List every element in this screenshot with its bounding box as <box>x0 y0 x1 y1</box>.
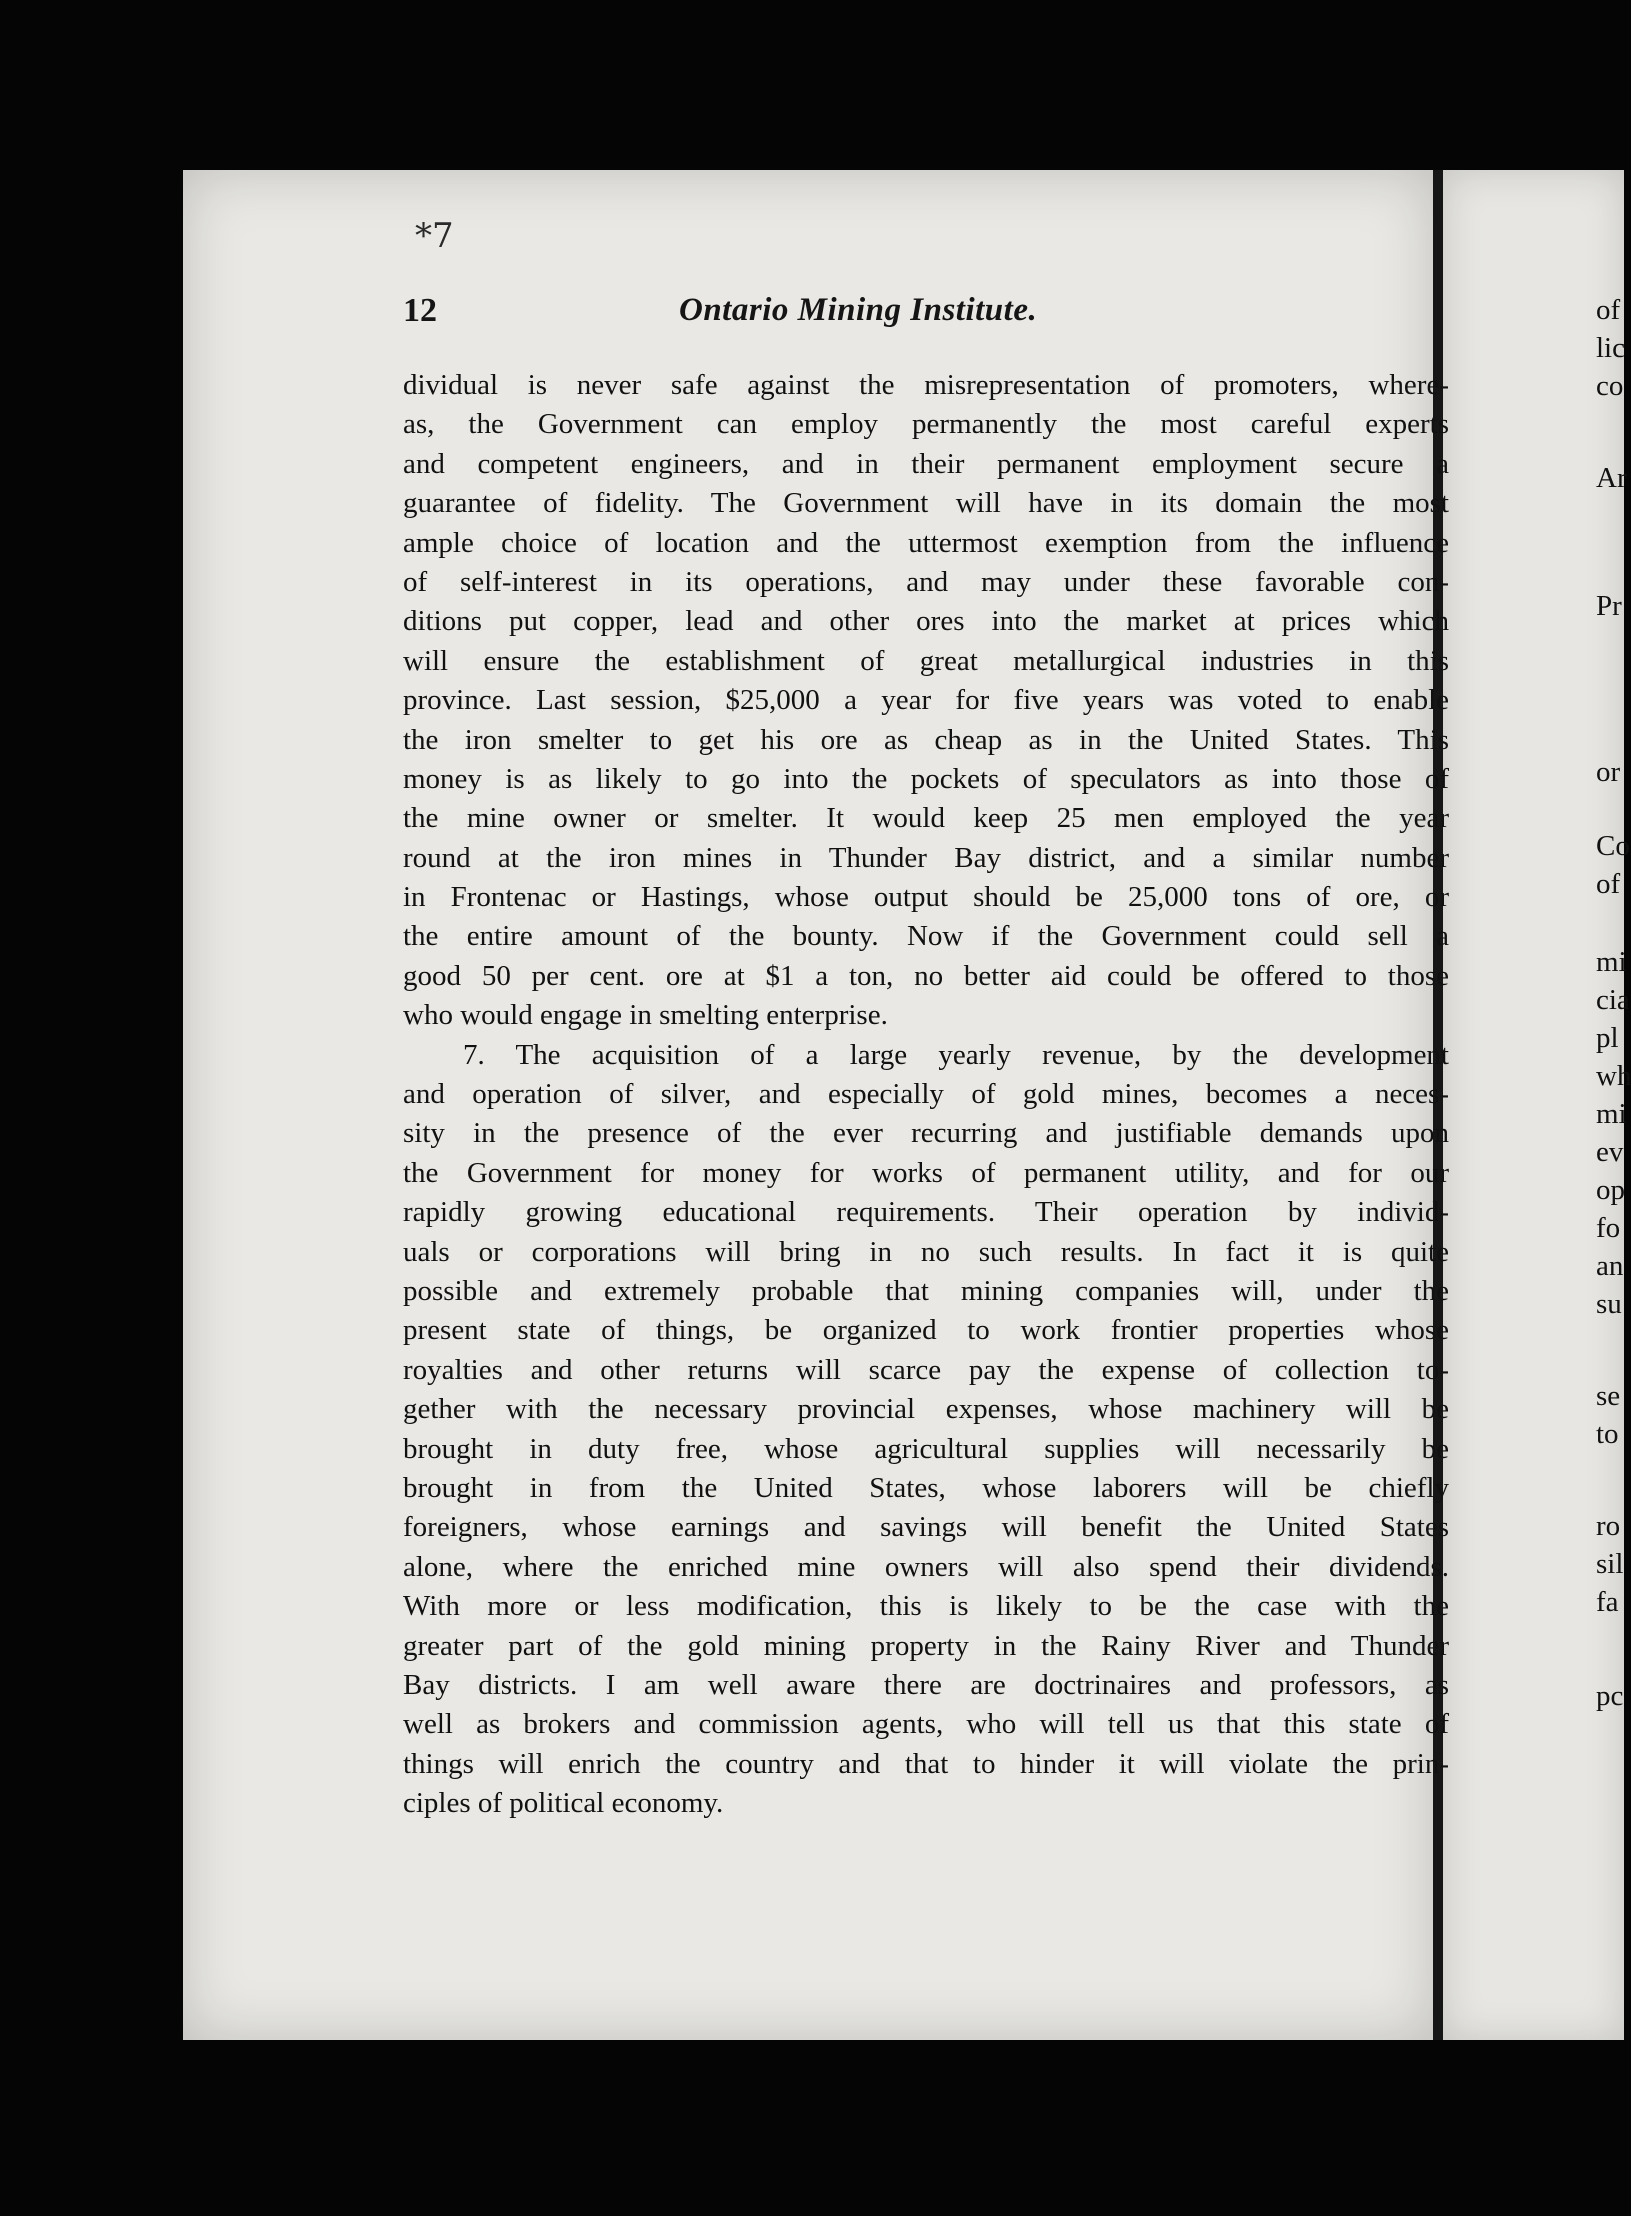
text-line: brought in from the United States, whose laborers will be chiefly <box>403 1471 1449 1504</box>
text-line: the Government for money for works of permanent utility, and for our <box>403 1156 1449 1189</box>
text-line: foreigners, whose earnings and savings will benefit the United States <box>403 1511 1449 1544</box>
running-title: Ontario Mining Institute. <box>679 292 1038 328</box>
text-line: round at the iron mines in Thunder Bay district, and a similar number <box>403 841 1449 874</box>
facing-fragment: fo <box>1596 1212 1621 1244</box>
text-line: and operation of silver, and especially of gold mines, becomes a neces- <box>403 1078 1449 1111</box>
text-line: possible and extremely probable that mining companies will, under the <box>403 1274 1449 1307</box>
facing-fragment: mi <box>1596 1098 1627 1130</box>
text-line: and competent engineers, and in their permanent employment secure a <box>403 447 1449 480</box>
text-line: ample choice of location and the uttermost exemption from the influence <box>403 526 1449 559</box>
text-line: greater part of the gold mining property in the Rainy River and Thunder <box>403 1629 1449 1662</box>
text-line: guarantee of fidelity. The Government will have in its domain the most <box>403 487 1449 520</box>
body-text <box>403 366 1449 1823</box>
text-line: the mine owner or smelter. It would keep 25 men employed the year <box>403 802 1449 835</box>
facing-fragment: se <box>1596 1380 1621 1412</box>
facing-fragment: Ar <box>1596 462 1627 494</box>
facing-fragment: cia <box>1596 984 1630 1016</box>
text-line: of self-interest in its operations, and may under these favorable con- <box>403 565 1449 598</box>
text-line: dividual is never safe against the misrepresentation of promoters, where- <box>403 369 1449 401</box>
facing-fragment: op <box>1596 1174 1625 1206</box>
text-line: rapidly growing educational requirements. Their operation by individ- <box>403 1196 1449 1229</box>
text-line: the entire amount of the bounty. Now if the Government could sell a <box>403 920 1449 953</box>
facing-fragment: sil <box>1596 1548 1624 1580</box>
text-line: ciples of political economy. <box>403 1787 724 1820</box>
handwritten-mark: *7 <box>415 216 454 256</box>
facing-fragment: ro <box>1596 1510 1621 1542</box>
text-line: will ensure the establishment of great metallurgical industries in this <box>403 644 1449 677</box>
text-line: Bay districts. I am well aware there are doctrinaires and professors, as <box>403 1668 1449 1701</box>
paragraph-start-line: 7. The acquisition of a large yearly revenue, by the development <box>463 1038 1449 1071</box>
text-line: With more or less modification, this is likely to be the case with the <box>403 1590 1449 1623</box>
text-line: the iron smelter to get his ore as cheap as in the United States. This <box>403 723 1449 756</box>
text-line: things will enrich the country and that to hinder it will violate the prin- <box>403 1747 1449 1780</box>
facing-fragment: pl <box>1596 1022 1619 1054</box>
facing-fragment: co <box>1596 370 1624 402</box>
facing-fragment: lic <box>1596 332 1625 364</box>
facing-fragment: pc <box>1596 1680 1624 1712</box>
text-line: province. Last session, $25,000 a year for five years was voted to enable <box>403 684 1449 717</box>
facing-fragment: of <box>1596 868 1621 900</box>
facing-fragment: of <box>1596 294 1621 326</box>
facing-fragment: fa <box>1596 1586 1619 1618</box>
text-line: royalties and other returns will scarce pay the expense of collection to- <box>403 1353 1449 1386</box>
facing-fragment: ev <box>1596 1136 1624 1168</box>
text-line: who would engage in smelting enterprise. <box>403 999 888 1032</box>
facing-fragment: Pr <box>1596 590 1622 622</box>
text-line: well as brokers and commission agents, who will tell us that this state of <box>403 1708 1449 1741</box>
text-line: uals or corporations will bring in no such results. In fact it is quite <box>403 1235 1449 1268</box>
facing-fragment: or <box>1596 756 1621 788</box>
text-line: ditions put copper, lead and other ores into the market at prices which <box>403 605 1449 638</box>
text-line: present state of things, be organized to work frontier properties whose <box>403 1314 1449 1347</box>
page-number: 12 <box>403 292 437 329</box>
text-line: as, the Government can employ permanently the most careful experts <box>403 408 1449 441</box>
text-line: money is as likely to go into the pockets of speculators as into those of <box>403 762 1449 795</box>
text-line: alone, where the enriched mine owners will also spend their dividends. <box>403 1550 1449 1583</box>
facing-fragment: Co <box>1596 830 1630 862</box>
facing-fragment: wh <box>1596 1060 1631 1092</box>
facing-fragment: su <box>1596 1288 1622 1320</box>
facing-fragment: to <box>1596 1418 1619 1450</box>
text-line: brought in duty free, whose agricultural supplies will necessarily be <box>403 1432 1449 1465</box>
running-head <box>403 292 1183 348</box>
facing-fragment: mi <box>1596 946 1627 978</box>
right-page <box>1443 170 1631 2040</box>
text-line: gether with the necessary provincial expenses, whose machinery will be <box>403 1393 1449 1426</box>
text-line: in Frontenac or Hastings, whose output should be 25,000 tons of ore, or <box>403 881 1449 914</box>
facing-page-fragments <box>1443 170 1631 2040</box>
facing-fragment: an <box>1596 1250 1624 1282</box>
text-line: sity in the presence of the ever recurring and justifiable demands upon <box>403 1117 1449 1150</box>
text-line: good 50 per cent. ore at $1 a ton, no better aid could be offered to those <box>403 959 1449 992</box>
